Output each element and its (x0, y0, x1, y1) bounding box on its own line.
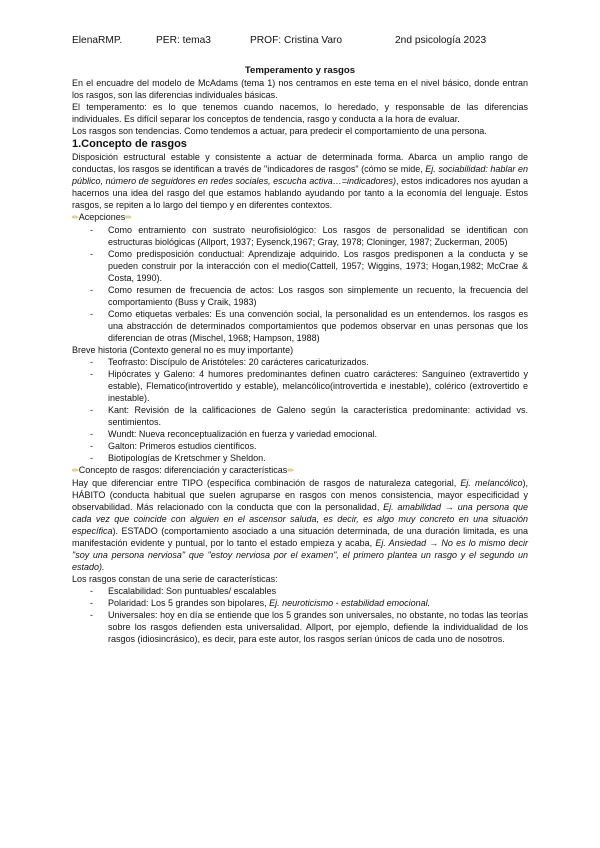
historia-label: Breve historia (Contexto general no es muy importante) (72, 345, 294, 355)
concepto-example-3: Ej. Ansiedad → No es lo mismo decir "soy una persona nerviosa" que "estoy nerviosa por el examen", el primero plantea un rasgo y el segundo un estado). (72, 538, 529, 572)
concepto-example-2: Ej. amabilidad → una persona que cada vez que coincide con alguien en el ascensor saluda, es decir, es algo muy concreto en una situación específica (72, 502, 528, 536)
intro-paragraph-1: En el encuadre del modelo de McAdams (tema 1) nos centramos en este tema en el nivel básico, donde entran los rasgos, son las diferencias individuales básicas. (72, 78, 528, 100)
list-item: - Hipócrates y Galeno: 4 humores predominantes definen cuatro carácteres: Sanguíneo (extravertido y estable), Flematico(introvertido y estable), melancólico(introvertida e inestable), colérico (extrovertido e inestable). (72, 368, 528, 404)
acepciones-label-text: Acepciones (78, 212, 126, 222)
intro-paragraph-2: El temperamento: es lo que tenemos cuando nacemos, lo heredado, y responsable de las diferencias individuales. Es difícil separar los conceptos de tendencia, rasgo y conducta a la hora de evaluar. (72, 102, 528, 124)
header-per: PER: tema3 (156, 35, 211, 46)
definition-text-a: Disposición estructural estable y consistente a actuar de determinada forma. Abarca un amplio rango de conductas, los rasgos se identifican a través de "indicadores de rasgos" (cómo se mide, (72, 152, 528, 174)
list-item: - Como etiquetas verbales: Es una convención social, la personalidad es un entendernos. los rasgos es una abstracción de determinados comportamientos que podemos observar en unas personas que los diferencian de otras (Mischel, 1968; Hampson, 1988) (72, 308, 528, 344)
document-title: Temperamento y rasgos (244, 65, 356, 76)
acepciones-label (72, 211, 528, 224)
concepto-label (72, 464, 528, 477)
list-item: - Universales: hoy en día se entiende que los 5 grandes son universales, no obstante, no todas las teorías sobre los rasgos defienden esta universalidad. Allport, por ejemplo, defiende la individualidad de los rasgos (idiosincrásico), es decir, para este autor, los rasgos serían únicos de cada uno de nosotros. (72, 609, 528, 645)
list-item: - Wundt: Nueva reconceptualización en fuerza y variedad emocional. (72, 428, 528, 440)
caracteristicas-label: Los rasgos constan de una serie de características: (72, 574, 278, 584)
header-prof: PROF: Cristina Varo (250, 35, 343, 46)
pencil-icon: ✏ (125, 213, 132, 222)
list-item: - Biotipologías de Kretschmer y Sheldon. (72, 452, 528, 464)
polaridad-example: Ej. neuroticismo - estabilidad emocional. (269, 598, 431, 608)
list-item: - Como entramiento con sustrato neurofisiológico: Los rasgos de personalidad se identifican con estructuras biológicas (Allport, 1937; Eysenck,1967; Gray, 1978; Cloninger, 1987; Zuckerman, 2005) (72, 224, 528, 248)
concepto-text-a: Hay que diferenciar entre TIPO (específica combinación de rasgos de naturaleza categorial, (72, 478, 461, 488)
definition-paragraph (72, 151, 528, 211)
polaridad-text: Polaridad: Los 5 grandes son bipolares, (108, 598, 270, 608)
definition-text-b: , estos indicadores nos ayudan a hacernos una idea del rasgo del que estamos hablando ayudando por tanto a la economía del lenguaje. Estos rasgos, se repiten a lo largo del tiempo y en diferentes contextos. (72, 176, 528, 210)
acepciones-list (72, 224, 528, 344)
definition-example: Ej. sociabilidad: hablar en público, número de seguidores en redes sociales, escucha activa…=indicadores) (72, 164, 528, 186)
list-item: - Teofrasto: Discípulo de Aristóteles: 20 carácteres caricaturizados. (72, 356, 528, 368)
header-course: 2nd psicología 2023 (395, 35, 487, 46)
pencil-icon: ✏ (72, 466, 79, 475)
section-heading: 1.Concepto de rasgos (72, 138, 187, 150)
list-item (72, 597, 528, 609)
historia-list (72, 356, 528, 464)
list-item: - Galton: Primeros estudios científicos. (72, 440, 528, 452)
document-page (72, 34, 528, 645)
pencil-icon: ✏ (72, 213, 79, 222)
document-header (72, 34, 528, 48)
header-author: ElenaRMP. (72, 35, 123, 46)
concepto-paragraph (72, 477, 528, 573)
concepto-text-c: ). ESTADO (comportamiento asociado a una situación determinada, de una duración limitada, es una manifestación evidente y puntual, por lo tanto el estado empieza y acaba, (72, 526, 528, 548)
concepto-text-b: ), HÁBITO (conducta habitual que suelen agruparse en rasgos con menos consistencia, mayor especificidad y observabilidad. Más relacionado con la conducta que con la personalidad, (72, 478, 528, 512)
caracteristicas-list (72, 585, 528, 645)
list-item: - Como resumen de frecuencia de actos: Los rasgos son simplemente un recuento, la frecuencia del comportamiento (Buss y Craik, 1983) (72, 284, 528, 308)
list-item: - Como predisposición conductual: Aprendizaje adquirido. Los rasgos predisponen a la conducta y se pueden construir por la interacción con el medio(Cattell, 1957; Wiggins, 1973; Hogan,1982; McCrae & Costa, 1990). (72, 248, 528, 284)
concepto-label-text: Concepto de rasgos: diferenciación y características (78, 465, 288, 475)
pencil-icon: ✏ (287, 466, 295, 475)
list-item: - Kant: Revisión de la calificaciones de Galeno según la característica predominante: actividad vs. sentimientos. (72, 404, 528, 428)
concepto-example-1: Ej. melancólico (460, 478, 523, 488)
intro-paragraph-3: Los rasgos son tendencias. Como tendemos a actuar, para predecir el comportamiento de una persona. (72, 126, 487, 136)
list-item: - Escalabilidad: Son puntuables/ escalables (72, 585, 528, 597)
